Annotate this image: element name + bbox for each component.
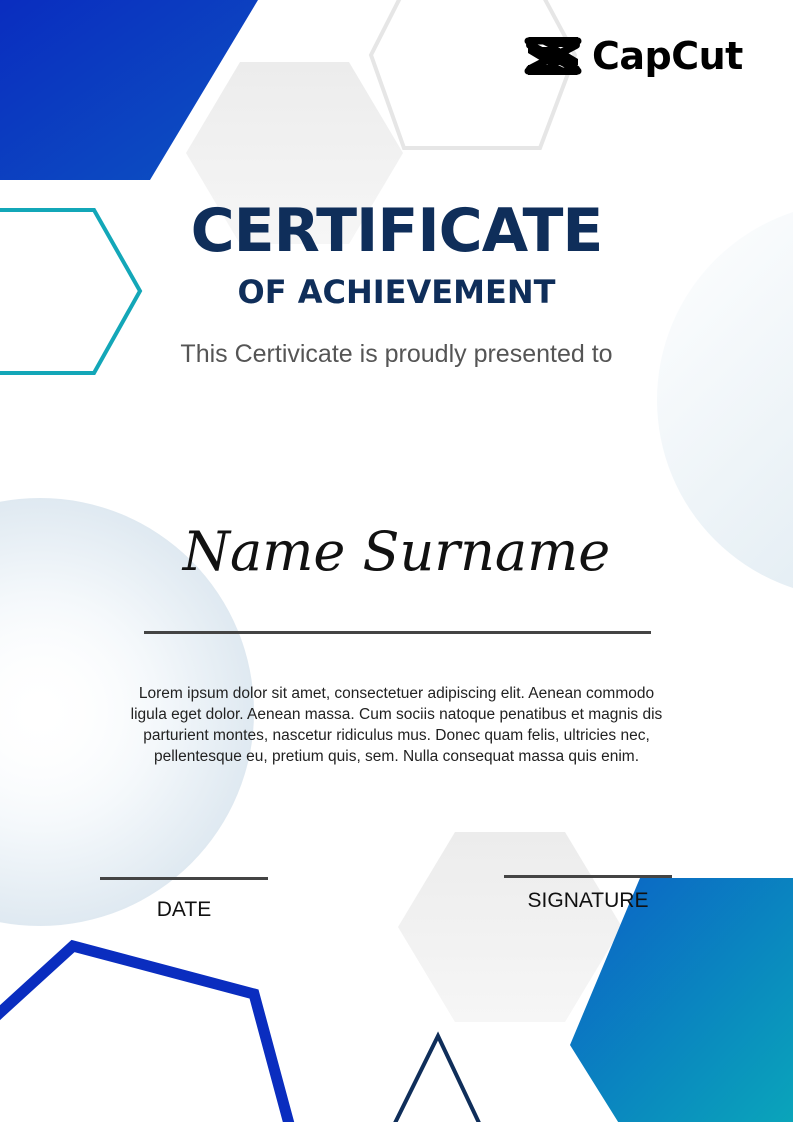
signature-label: SIGNATURE	[527, 889, 649, 912]
gray-hexagon-bottom	[398, 832, 622, 1022]
bottom-navy-triangle-outline	[394, 1036, 480, 1122]
signature-line	[504, 875, 672, 878]
recipient-name: Name Surname	[182, 520, 611, 583]
certificate-title: CERTIFICATE	[190, 196, 603, 266]
certificate-subtitle: OF ACHIEVEMENT	[237, 273, 556, 311]
presented-to-text: This Certivicate is proudly presented to	[180, 340, 613, 368]
capcut-logo	[524, 33, 743, 79]
name-underline	[144, 631, 651, 634]
brand-name: CapCut	[592, 34, 743, 78]
date-label: DATE	[156, 898, 212, 921]
certificate-body-text: Lorem ipsum dolor sit amet, consectetuer adipiscing elit. Aenean commodo ligula eget dolor. Aenean massa. Cum sociis natoque penatibus et magnis dis parturient montes, nascetur ridiculus mus. Donec quam felis, ultricies nec, pellentesque eu, pretium quis, sem. Nulla consequat massa quis enim.	[130, 685, 663, 765]
capcut-logo-icon	[524, 33, 582, 79]
date-line	[100, 877, 268, 880]
bottom-left-blue-hexagon-outline	[0, 946, 292, 1122]
